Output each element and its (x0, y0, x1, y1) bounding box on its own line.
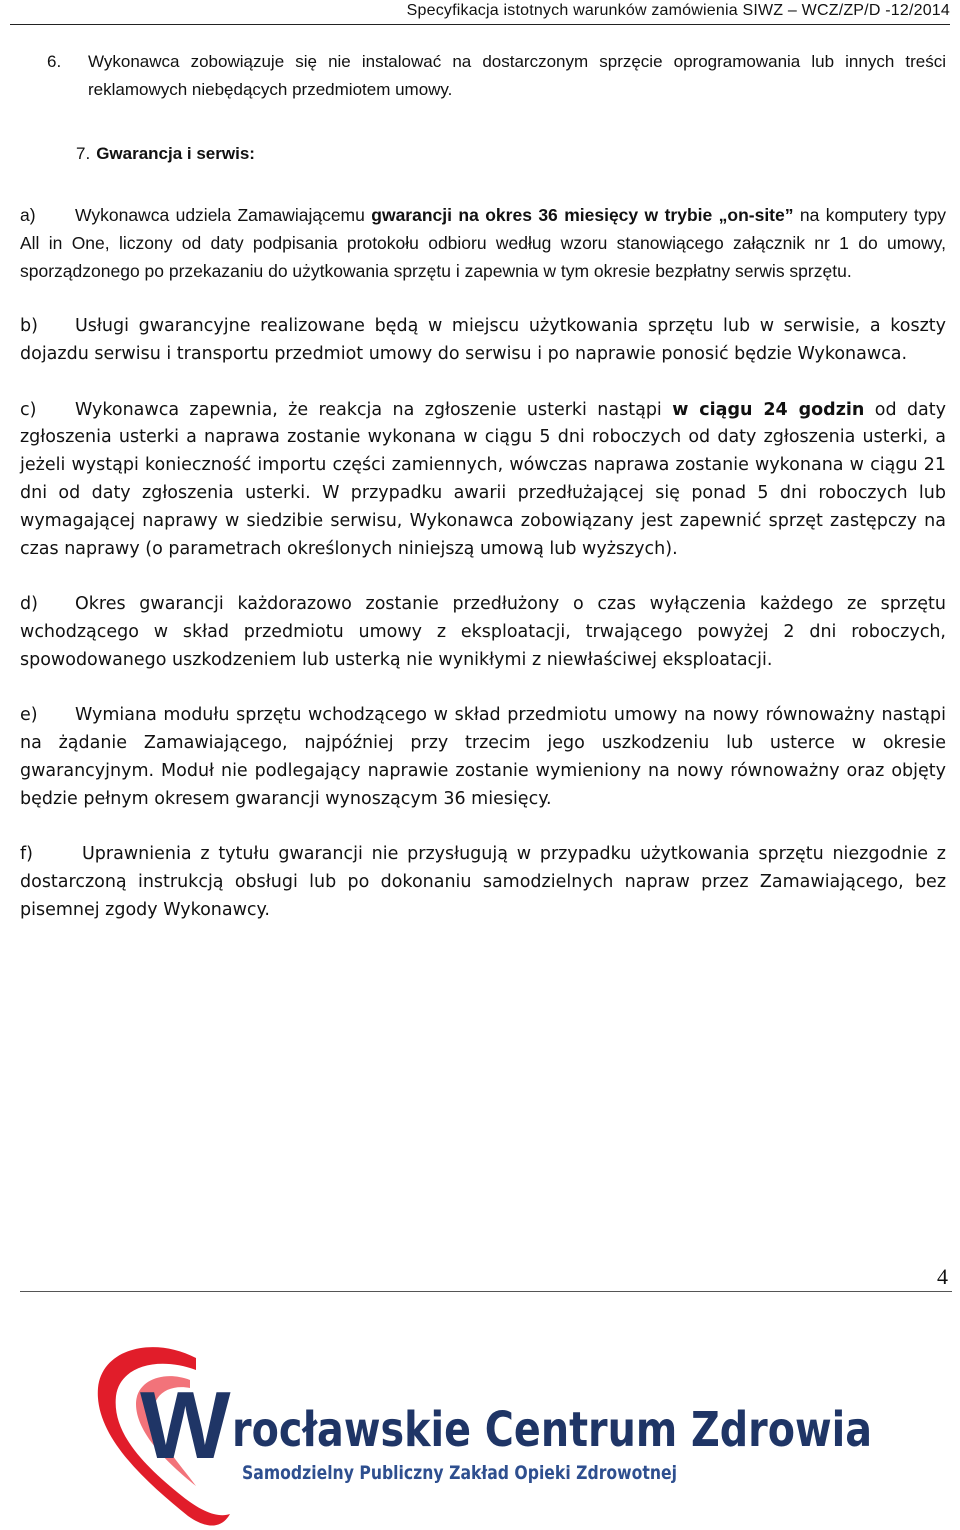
document-body (20, 48, 946, 925)
paragraph-d (20, 591, 946, 674)
item-6-number: 6. (47, 52, 62, 71)
page-header: Specyfikacja istotnych warunków zamówienia SIWZ – WCZ/ZP/D -12/2014 (406, 2, 950, 19)
logo-subtitle: Samodzielny Publiczny Zakład Opieki Zdrowotnej (242, 1462, 677, 1484)
header-divider (10, 24, 950, 25)
footer-divider (20, 1291, 952, 1292)
paragraph-f (20, 841, 946, 924)
paragraph-a-bold: gwarancji na okres 36 miesięcy w trybie „on-site” (371, 205, 794, 225)
paragraph-e-letter: e) (20, 705, 38, 726)
paragraph-c (20, 397, 946, 564)
paragraph-f-letter: f) (20, 844, 33, 865)
paragraph-e-text: Wymiana modułu sprzętu wchodzącego w skład przedmiotu umowy na nowy równoważny nastąpi na żądanie Zamawiającego, najpóźniej przy trzecim jego uszkodzeniu lub usterce w okresie gwarancyjnym. Moduł nie podlegający naprawie zostanie wymieniony na nowy równoważny oraz objęty będzie pełnym okresem gwarancji wynoszącym 36 miesięcy. (20, 705, 946, 809)
paragraph-f-text: Uprawnienia z tytułu gwarancji nie przysługują w przypadku użytkowania sprzętu niezgodnie z dostarczoną instrukcją obsługi lub po dokonaniu samodzielnych napraw przez Zamawiającego, bez pisemnej zgody Wykonawcy. (20, 844, 946, 920)
paragraph-c-letter: c) (20, 399, 37, 420)
paragraph-d-text: Okres gwarancji każdorazowo zostanie przedłużony o czas wyłączenia każdego ze sprzętu wchodzącego w skład przedmiotu umowy z eksploatacji, trwającego powyżej 2 dni roboczych, spowodowanego uszkodzeniem lub usterką nie wynikłymi z niewłaściwej eksploatacji. (20, 594, 946, 670)
paragraph-a (20, 202, 946, 285)
paragraph-c-text-2: od daty zgłoszenia usterki a naprawa zostanie wykonana w ciągu 5 dni roboczych od daty zgłoszenia usterki, a jeżeli wystąpi konieczność importu części zamiennych, wówczas naprawa zostanie wykonana w ciągu 21 dni od daty zgłoszenia usterki. W przypadku awarii przedłużającej się ponad 5 dni roboczych lub wymagającej naprawy w siedzibie serwisu, Wykonawca zobowiązany jest zapewnić sprzęt zastępczy na czas naprawy (o parametrach określonych niniejszą umową lub wyższych). (20, 399, 947, 559)
wcz-logo (84, 1340, 904, 1530)
section-7-number: 7. (76, 144, 91, 163)
section-7-title: Gwarancja i serwis: (96, 144, 255, 163)
section-7-heading (20, 140, 946, 168)
paragraph-c-text-1: Wykonawca zapewnia, że reakcja na zgłoszenie usterki nastąpi (75, 399, 673, 420)
paragraph-a-text-3: stanowiącego załącznik nr 1 do umowy, sporządzonego po przekazaniu do użytkowania sprzętu i zapewnia w tym okresie bezpłatny serwis sprzętu. (20, 232, 946, 281)
logo-initial-letter: W (140, 1372, 231, 1479)
paragraph-b-letter: b) (20, 316, 38, 337)
page-number: 4 (937, 1264, 948, 1289)
paragraph-b (20, 313, 946, 369)
paragraph-c-bold: w ciągu 24 godzin (672, 399, 865, 420)
paragraph-d-letter: d) (20, 594, 38, 615)
paragraph-e (20, 702, 946, 813)
item-6 (20, 48, 946, 104)
logo-name: rocławskie Centrum Zdrowia (232, 1402, 872, 1458)
paragraph-a-text-2: na komputery typy All in One, liczony od daty podpisania protokołu odbioru według wzoru (20, 205, 946, 253)
paragraph-b-text: Usługi gwarancyjne realizowane będą w miejscu użytkowania sprzętu lub w serwisie, a koszty dojazdu serwisu i transportu przedmiot umowy do serwisu i po naprawie ponosić będzie Wykonawca. (20, 316, 946, 364)
paragraph-a-letter: a) (20, 205, 36, 225)
item-6-text: Wykonawca zobowiązuje się nie instalować na dostarczonym sprzęcie oprogramowania lub innych treści reklamowych niebędących przedmiotem umowy. (88, 52, 946, 99)
paragraph-a-text-1: Wykonawca udziela Zamawiającemu (75, 205, 372, 225)
